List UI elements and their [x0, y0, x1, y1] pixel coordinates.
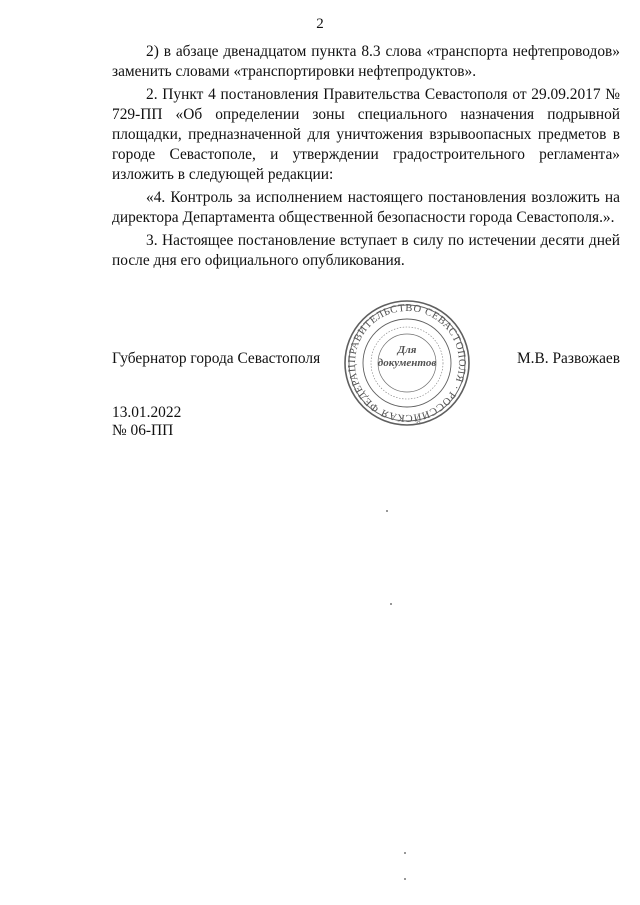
paragraph-3: «4. Контроль за исполнением настоящего постановления возложить на директора Департамента общественной безопасности города Севастополя.».	[112, 189, 620, 226]
seal-center-line-2: документов	[377, 357, 437, 369]
seal-outer-text: ПРАВИТЕЛЬСТВО СЕВАСТОПОЛЯ · РОССИЙСКАЯ ФЕДЕРАЦ	[346, 302, 468, 424]
page-number: 2	[316, 16, 324, 32]
paragraph-1: 2) в абзаце двенадцатом пункта 8.3 слова «транспорта нефтепроводов» заменить словами «транспортировки нефтепродуктов».	[112, 43, 620, 80]
seal-center-line-1: Для	[397, 344, 417, 356]
signatory-title: Губернатор города Севастополя	[112, 350, 321, 367]
scan-speck	[404, 852, 406, 854]
paragraph-4: 3. Настоящее постановление вступает в силу по истечении десяти дней после дня его официального опубликования.	[112, 232, 620, 269]
document-date: 13.01.2022	[112, 404, 182, 421]
document-body	[112, 42, 620, 274]
scan-speck	[390, 603, 392, 605]
scan-speck	[386, 510, 388, 512]
document-number: № 06-ПП	[112, 422, 174, 439]
scan-speck	[404, 878, 406, 880]
official-seal	[342, 298, 472, 428]
seal-center-text	[342, 344, 472, 370]
paragraph-2: 2. Пункт 4 постановления Правительства Севастополя от 29.09.2017 № 729-ПП «Об определении зоны специального назначения подрывной площадки, предназначенной для уничтожения взрывоопасных предметов в городе Севастополе, и утверждении градостроительного регламента» изложить в следующей редакции:	[112, 86, 620, 183]
signatory-name: М.В. Развожаев	[517, 350, 620, 367]
